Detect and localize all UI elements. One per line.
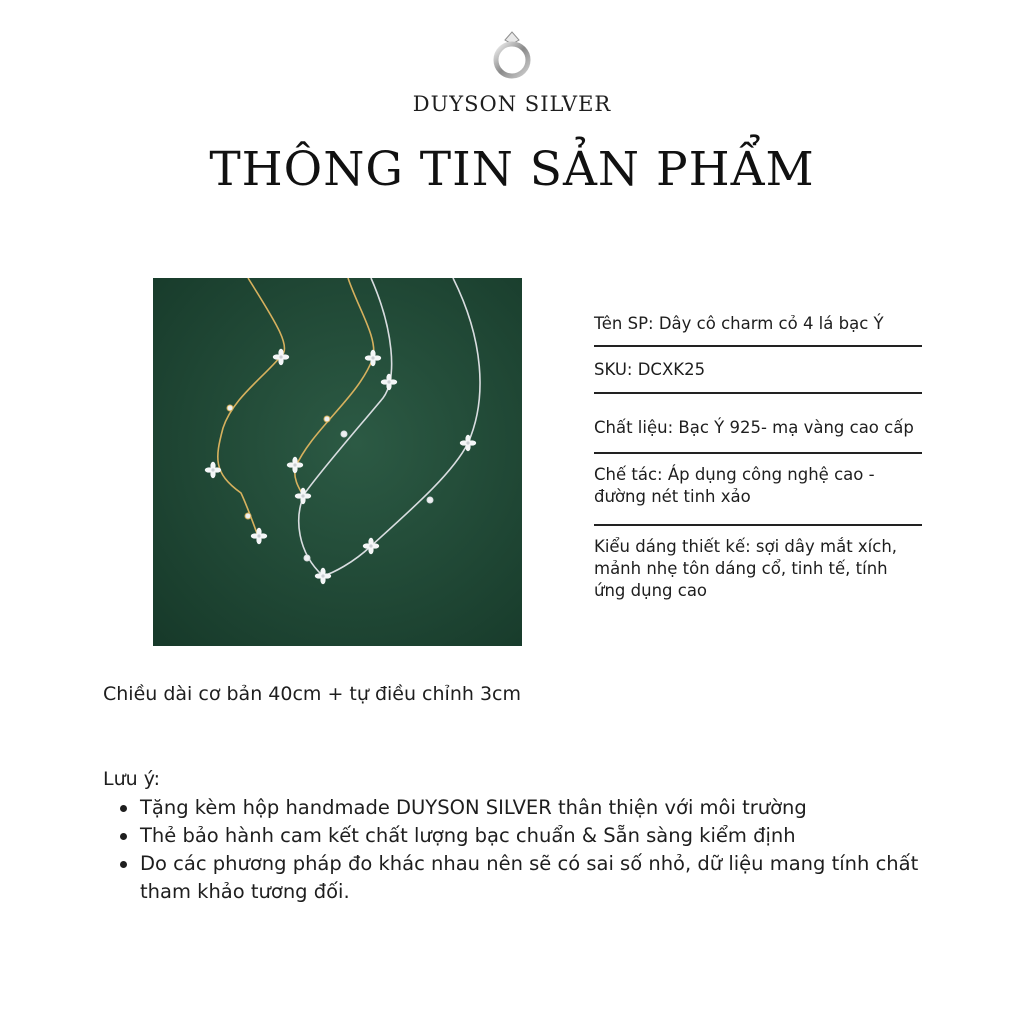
brand-name: DUYSON SILVER <box>412 92 612 116</box>
length-info: Chiều dài cơ bản 40cm + tự điều chỉnh 3cm <box>103 683 521 705</box>
list-item: Do các phương pháp đo khác nhau nên sẽ có sai số nhỏ, dữ liệu mang tính chất tham khảo tương đối. <box>140 850 960 906</box>
spec-list <box>594 300 922 602</box>
list-item: Tặng kèm hộp handmade DUYSON SILVER thân thiện với môi trường <box>140 794 960 822</box>
spec-sku: SKU: DCXK25 <box>594 347 922 394</box>
spec-material: Chất liệu: Bạc Ý 925- mạ vàng cao cấp <box>594 394 922 454</box>
spec-craft: Chế tác: Áp dụng công nghệ cao - đường nét tinh xảo <box>594 454 922 526</box>
spec-design: Kiểu dáng thiết kế: sợi dây mắt xích, mảnh nhẹ tôn dáng cổ, tinh tế, tính ứng dụng cao <box>594 537 898 600</box>
ring-icon <box>487 28 537 80</box>
spec-name: Tên SP: Dây cô charm cỏ 4 lá bạc Ý <box>594 300 922 347</box>
notes-label: Lưu ý: <box>103 768 160 790</box>
list-item: Thẻ bảo hành cam kết chất lượng bạc chuẩn & Sẵn sàng kiểm định <box>140 822 960 850</box>
product-photo <box>153 278 522 646</box>
page-title: THÔNG TIN SẢN PHẨM <box>209 142 815 197</box>
notes-list <box>140 794 960 906</box>
